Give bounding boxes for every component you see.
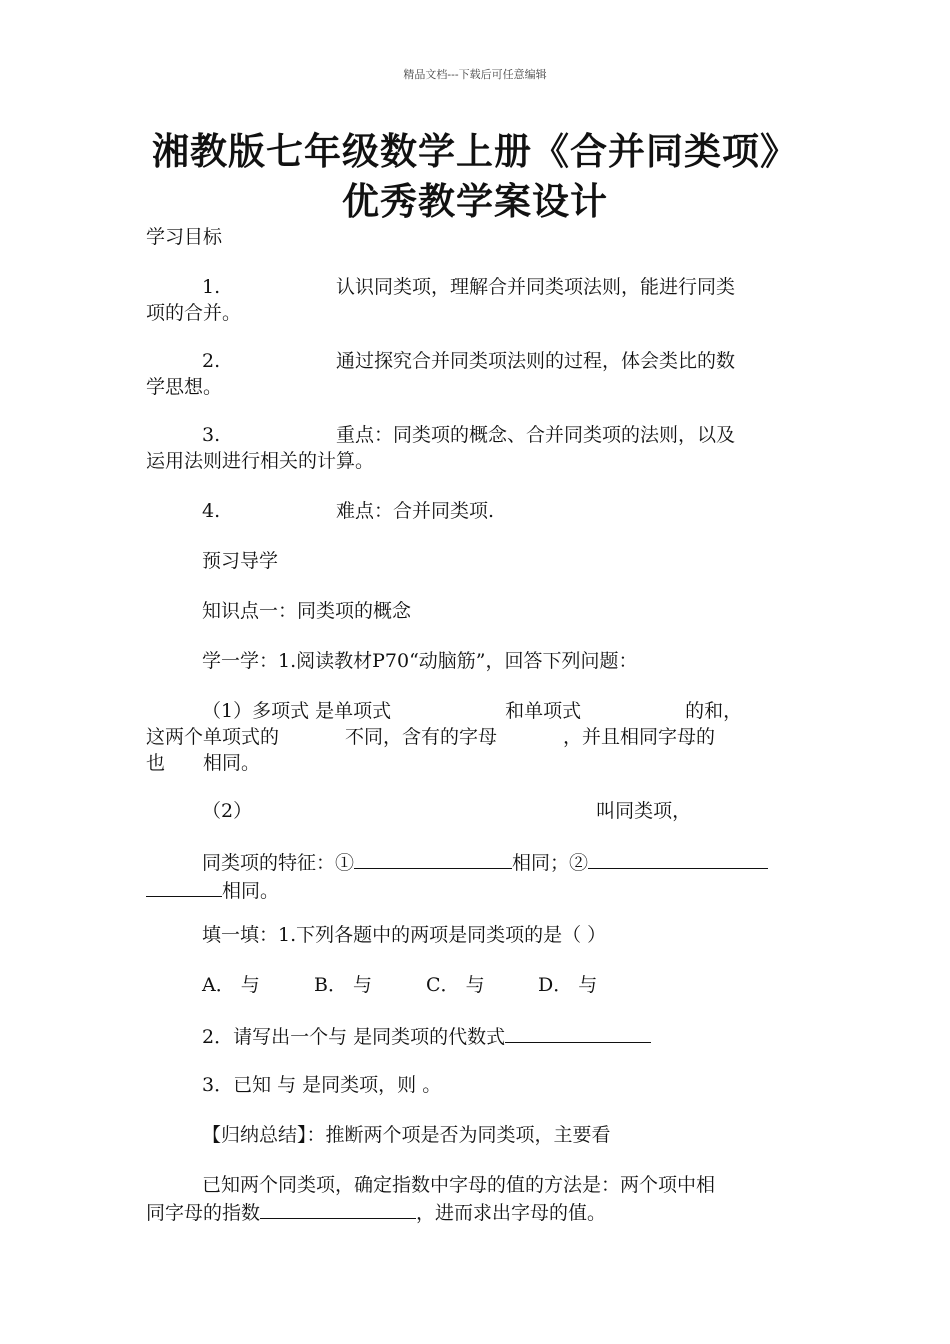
feature-blank-2b[interactable] [146, 876, 222, 897]
goal-1-text: 认识同类项，理解合并同类项法则，能进行同类 [336, 276, 736, 298]
q2-part-b: 叫同类项， [596, 800, 692, 822]
fill-question-1 [146, 922, 808, 948]
q2-part-a: （2） [202, 800, 253, 822]
summary-text: 【归纳总结】：推断两个项是否为同类项，主要看 [202, 1124, 611, 1146]
feature-line [146, 848, 808, 904]
page-header: 精品文档---下载后可任意编辑 [403, 68, 547, 81]
method-text-3: ，进而求出字母的值。 [416, 1202, 607, 1224]
fill-question-2-blank[interactable] [505, 1022, 651, 1043]
learn-instruction [146, 648, 808, 674]
method-paragraph [146, 1172, 808, 1226]
learn-instruction-text: 学一学：1.阅读教材P70“动脑筋”，回答下列问题： [202, 650, 638, 672]
title-line-2: 优秀教学案设计 [342, 179, 608, 223]
q1-part-c: 的和， [685, 700, 743, 722]
q1-part-d: 这两个单项式的 [146, 726, 280, 748]
options-row [146, 972, 808, 998]
method-blank[interactable] [260, 1198, 416, 1219]
goal-2 [146, 348, 808, 400]
goal-1-text-cont: 项的合并。 [146, 302, 242, 324]
preview-heading [146, 548, 808, 574]
fill-question-1-text: 填一填：1.下列各题中的两项是同类项的是（ ） [202, 924, 607, 946]
goal-3 [146, 422, 808, 474]
feature-blank-2a[interactable] [588, 848, 768, 869]
option-b[interactable]: B． 与 [314, 974, 373, 996]
feature-part-a: 同类项的特征：① [202, 852, 355, 874]
goal-3-number: 3. [202, 424, 221, 446]
fill-question-3 [146, 1072, 808, 1098]
fill-question-2-text: 2．请写出一个与 是同类项的代数式 [202, 1026, 506, 1048]
q1-part-g: 也 [146, 752, 166, 774]
goal-2-number: 2. [202, 350, 221, 372]
knowledge-point-1-text: 知识点一：同类项的概念 [202, 600, 412, 622]
question-1 [146, 698, 808, 776]
feature-part-c: 相同。 [222, 880, 280, 902]
goal-4 [146, 498, 808, 524]
q1-part-a: （1）多项式 是单项式 [202, 700, 392, 722]
q1-part-h: 相同。 [203, 752, 261, 774]
q1-part-b: 和单项式 [505, 700, 582, 722]
goal-2-text: 通过探究合并同类项法则的过程，体会类比的数 [336, 350, 736, 372]
document-title [130, 126, 820, 226]
goal-1 [146, 274, 808, 326]
goal-3-text: 重点：同类项的概念、合并同类项的法则，以及 [336, 424, 736, 446]
option-d[interactable]: D． 与 [538, 974, 598, 996]
option-a[interactable]: A． 与 [202, 974, 260, 996]
goal-1-number: 1. [202, 276, 221, 298]
feature-blank-1[interactable] [354, 848, 512, 869]
method-text-1: 已知两个同类项，确定指数中字母的值的方法是：两个项中相 [202, 1174, 716, 1196]
goal-3-text-cont: 运用法则进行相关的计算。 [146, 450, 375, 472]
fill-question-2 [146, 1022, 808, 1050]
q1-part-f: ，并且相同字母的 [563, 726, 716, 748]
section-learning-goals: 学习目标 [146, 226, 223, 248]
preview-text: 预习导学 [202, 550, 279, 572]
title-line-1: 湘教版七年级数学上册《合并同类项》 [152, 129, 798, 173]
summary [146, 1122, 808, 1148]
feature-part-b: 相同；② [512, 852, 589, 874]
method-text-2: 同字母的指数 [146, 1202, 261, 1224]
knowledge-point-1 [146, 598, 808, 624]
fill-question-3-text: 3．已知 与 是同类项，则 。 [202, 1074, 442, 1096]
question-2 [146, 798, 808, 824]
q1-part-e: 不同，含有的字母 [345, 726, 498, 748]
goal-4-number: 4. [202, 500, 221, 522]
option-c[interactable]: C． 与 [426, 974, 485, 996]
goal-2-text-cont: 学思想。 [146, 376, 223, 398]
goal-4-text: 难点：合并同类项. [336, 500, 495, 522]
